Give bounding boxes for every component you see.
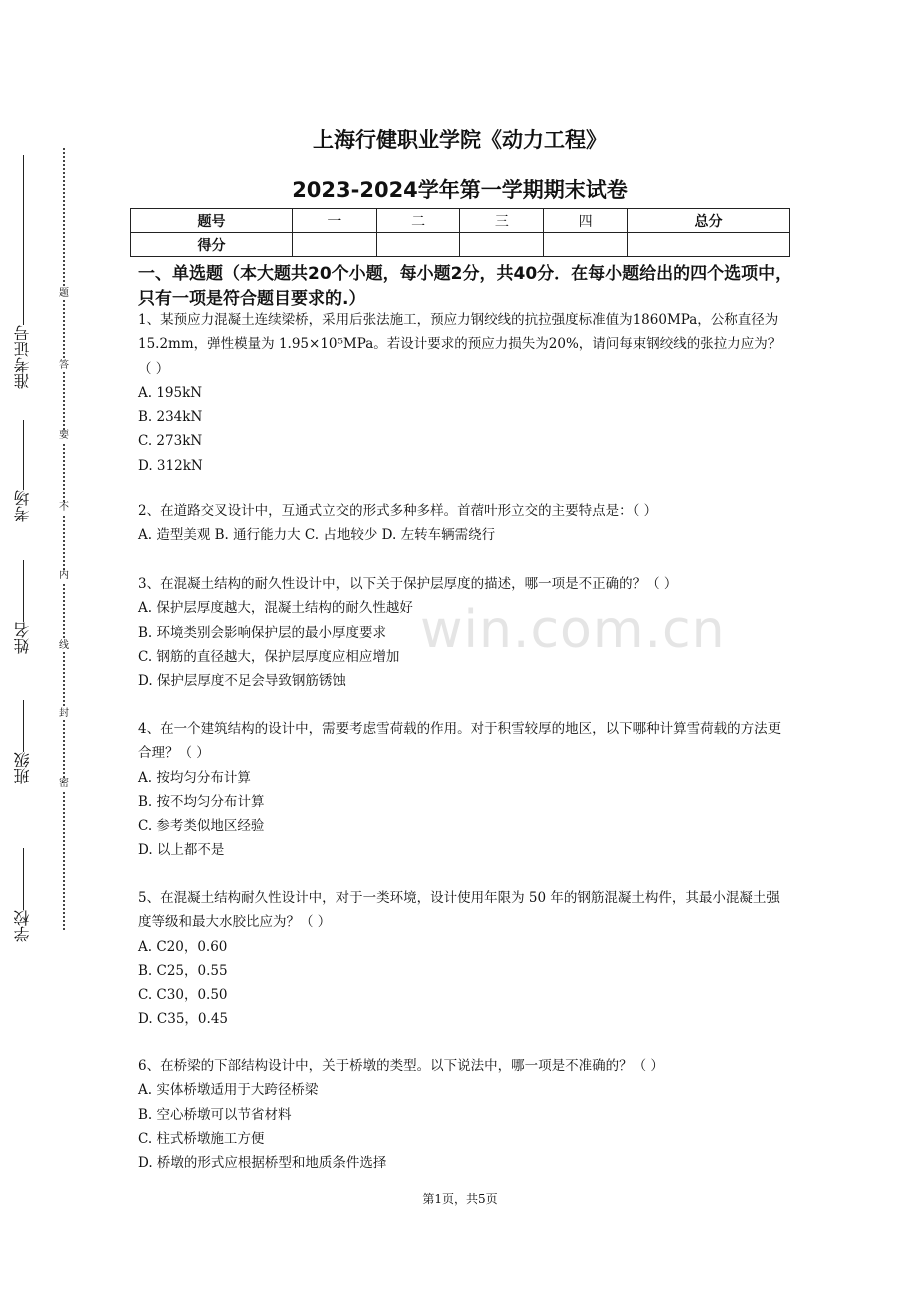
question-option: D. 312kN — [138, 457, 203, 474]
score-table — [130, 208, 790, 257]
exam-subtitle: 2023-2024学年第一学期期末试卷 — [292, 178, 628, 202]
question-option: C. 钢筋的直径越大，保护层厚度应相应增加 — [138, 648, 400, 665]
question-option: C. 273kN — [138, 433, 203, 450]
score-header-cell: 四 — [544, 209, 628, 233]
score-row-label: 得分 — [131, 233, 293, 257]
question-option: B. 空心桥墩可以节省材料 — [138, 1106, 292, 1123]
question-stem: 2、在道路交叉设计中，互通式立交的形式多种多样。首蓿叶形立交的主要特点是：（ ） — [138, 503, 658, 519]
field-exam-room — [14, 420, 32, 522]
question-option: D. 保护层厚度不足会导致钢筋锈蚀 — [138, 673, 346, 690]
score-cell — [544, 233, 628, 257]
seal-char: 线 — [59, 640, 69, 651]
field-line — [23, 420, 24, 490]
score-cell — [292, 233, 376, 257]
seal-char: 题 — [59, 288, 69, 299]
exam-title: 上海行健职业学院《动力工程》 — [313, 128, 607, 152]
seal-char: 封 — [59, 708, 69, 719]
question-option: A. C20，0.60 — [138, 938, 228, 955]
question-2 — [138, 499, 793, 548]
question-4 — [138, 717, 793, 863]
field-line — [23, 560, 24, 622]
question-stem: 4、在一个建筑结构的设计中，需要考虑雪荷载的作用。对于积雪较厚的地区，以下哪种计算雪荷载的方法更合理？（ ） — [138, 721, 782, 762]
seal-char: 密 — [59, 778, 69, 789]
question-6 — [138, 1054, 793, 1175]
question-option: B. 环境类别会影响保护层的最小厚度要求 — [138, 624, 387, 641]
question-option: C. 参考类似地区经验 — [138, 818, 265, 835]
question-option: D. 桥墩的形式应根据桥型和地质条件选择 — [138, 1155, 387, 1172]
seal-dotted-line — [63, 148, 65, 930]
score-header-cell: 题号 — [131, 209, 293, 233]
score-header-cell: 三 — [460, 209, 544, 233]
score-cell — [376, 233, 460, 257]
field-label: 准考证号 — [13, 325, 32, 389]
question-option: A. 195kN — [138, 384, 203, 401]
score-header-cell: 一 — [292, 209, 376, 233]
seal-char: 答 — [59, 360, 69, 371]
score-value-row — [131, 233, 790, 257]
section-heading: 一、单选题（本大题共20个小题，每小题2分，共40分．在每小题给出的四个选项中，只有一项是符合题目要求的.） — [138, 264, 793, 309]
question-option: B. C25，0.55 — [138, 962, 228, 979]
watermark: win.com.cn — [420, 600, 726, 660]
field-name — [14, 560, 32, 654]
question-option: D. 以上都不是 — [138, 842, 225, 859]
field-label: 考场 — [13, 490, 32, 522]
field-class — [14, 700, 32, 784]
question-stem: 6、在桥梁的下部结构设计中，关于桥墩的类型。以下说法中，哪一项是不准确的？（ ） — [138, 1058, 664, 1074]
question-option: B. 234kN — [138, 409, 203, 426]
question-stem: 1、某预应力混凝土连续梁桥，采用后张法施工，预应力钢绞线的抗拉强度标准值为1860MPa，公称直径为 15.2mm，弹性模量为 1.95×10⁵MPa。若设计要求的预应力损失为20%，请问每束钢绞线的张拉力应为？（ ） — [138, 312, 782, 377]
score-cell — [460, 233, 544, 257]
question-option: A. 造型美观 B. 通行能力大 C. 占地较少 D. 左转车辆需绕行 — [138, 527, 496, 544]
field-label: 学校 — [13, 910, 32, 942]
question-1 — [138, 308, 793, 478]
question-option: C. C30，0.50 — [138, 987, 228, 1004]
question-option: C. 柱式桥墩施工方便 — [138, 1130, 265, 1147]
question-option: A. 按均匀分布计算 — [138, 769, 251, 786]
question-stem: 5、在混凝土结构耐久性设计中，对于一类环境，设计使用年限为 50 年的钢筋混凝土构件，其最小混凝土强度等级和最大水胶比应为？（ ） — [138, 890, 780, 931]
seal-char: 内 — [59, 570, 69, 581]
score-header-cell: 二 — [376, 209, 460, 233]
page-footer: 第1页，共5页 — [422, 1192, 498, 1206]
seal-char: 不 — [59, 502, 69, 513]
question-option: A. 实体桥墩适用于大跨径桥梁 — [138, 1082, 319, 1099]
question-option: A. 保护层厚度越大，混凝土结构的耐久性越好 — [138, 600, 413, 617]
question-stem: 3、在混凝土结构的耐久性设计中，以下关于保护层厚度的描述，哪一项是不正确的？（ ） — [138, 576, 678, 592]
field-label: 班级 — [13, 752, 32, 784]
seal-char: 要 — [59, 430, 69, 441]
field-line — [23, 700, 24, 752]
score-cell — [628, 233, 790, 257]
question-5 — [138, 886, 793, 1032]
field-line — [23, 848, 24, 910]
score-header-cell: 总分 — [628, 209, 790, 233]
field-school — [14, 848, 32, 942]
score-header-row — [131, 209, 790, 233]
field-label: 姓名 — [13, 622, 32, 654]
question-option: B. 按不均匀分布计算 — [138, 793, 265, 810]
question-option: D. C35，0.45 — [138, 1011, 228, 1028]
